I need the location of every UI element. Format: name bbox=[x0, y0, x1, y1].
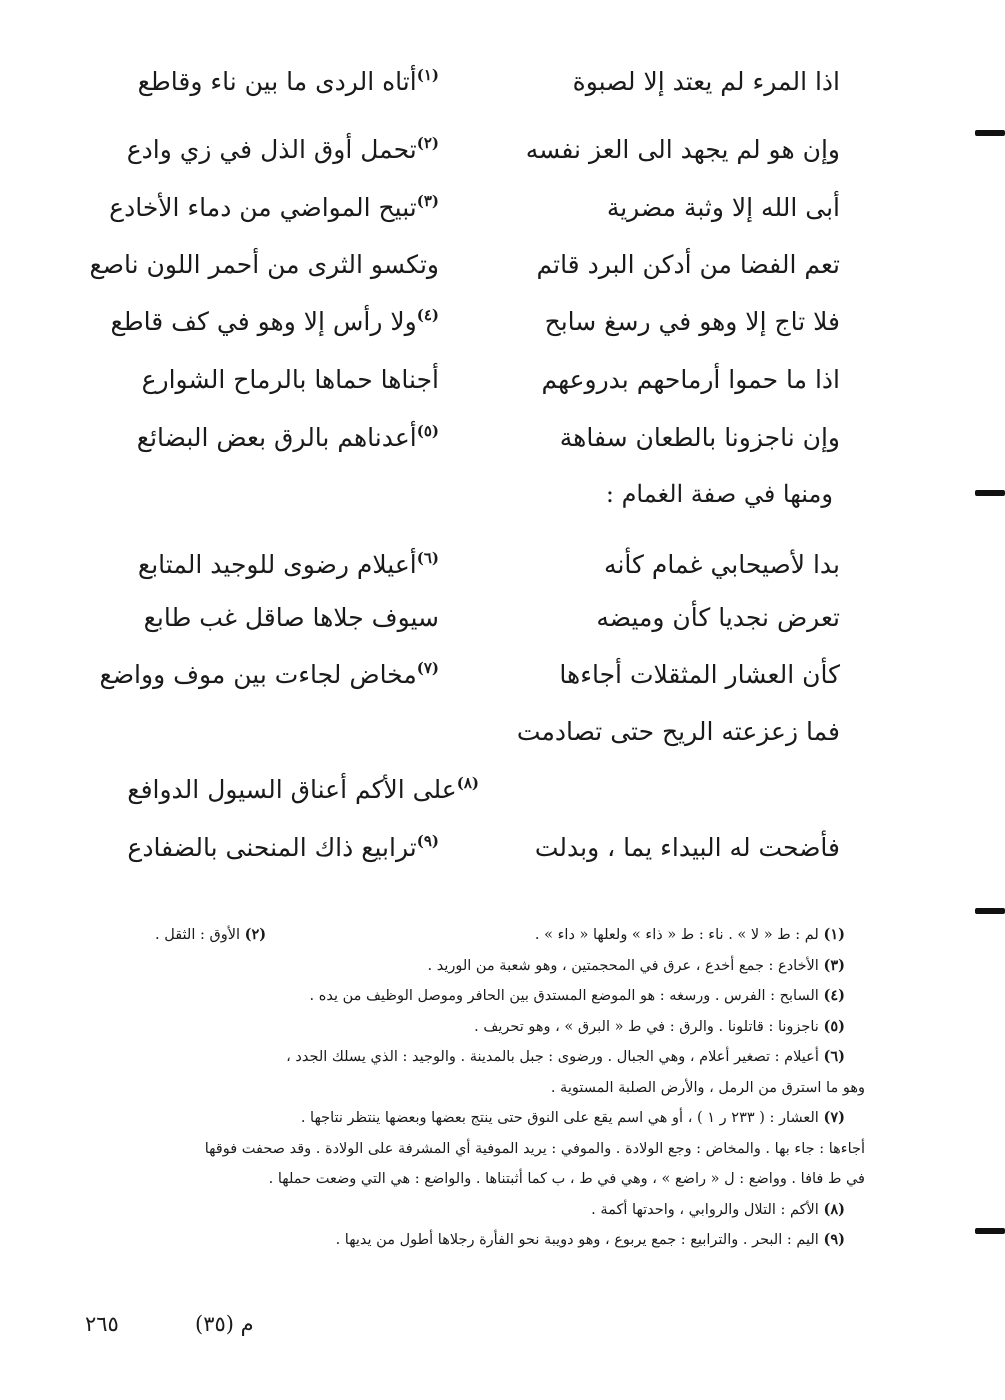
section-heading: ومنها في صفة الغمام : bbox=[605, 480, 833, 508]
verse-text: ولا رأس إلا وهو في كف قاطع bbox=[110, 307, 417, 336]
footnote-number: (٢) bbox=[244, 926, 267, 943]
verse-note-ref: (٩) bbox=[416, 832, 439, 850]
footnote-9 bbox=[155, 1225, 845, 1256]
footnote-number: (٤) bbox=[823, 987, 845, 1004]
footnote-7 bbox=[155, 1103, 845, 1134]
footnote-text: الأوق : الثقل . bbox=[155, 927, 241, 943]
footnote-2-inline bbox=[155, 920, 266, 951]
verse-note-ref: (٥) bbox=[416, 422, 439, 440]
verse-text: أعيلام رضوى للوجيد المتابع bbox=[137, 550, 417, 579]
footnote-number: (٥) bbox=[823, 1017, 845, 1035]
verse-8-second-hemistich bbox=[138, 545, 445, 588]
footnote-number: (٦) bbox=[823, 1048, 845, 1065]
verse-text: ترابيع ذاك المنحنى بالضفادع bbox=[127, 833, 417, 862]
verse-text: أعدناهم بالرق بعض البضائع bbox=[136, 423, 417, 452]
verse-11-first-hemistich: فما زعزعته الريح حتى تصادمت bbox=[516, 717, 840, 746]
verse-6-second-hemistich bbox=[142, 360, 445, 403]
footnote-text: ناجزونا : قاتلونا . والرق : في ط « البرق » ، وهو تحريف . bbox=[474, 1018, 819, 1035]
footnote-4 bbox=[155, 981, 845, 1012]
footnote-1 bbox=[155, 920, 845, 951]
verse-11-second-hemistich bbox=[127, 770, 485, 813]
verse-4-second-hemistich bbox=[89, 245, 445, 288]
verse-text: أجناها حماها بالرماح الشوارع bbox=[141, 365, 439, 394]
verse-1-second-hemistich bbox=[138, 62, 445, 105]
verse-text: مخاض لجاءت بين موف وواضع bbox=[99, 660, 417, 689]
scan-edge-mark bbox=[975, 1228, 1005, 1234]
footnote-6-continued: وهو ما استرق من الرمل ، والأرض الصلبة المستوية . bbox=[550, 1079, 865, 1096]
verse-2-second-hemistich bbox=[127, 130, 445, 173]
verse-2-first-hemistich: وإن هو لم يجهد الى العز نفسه bbox=[525, 135, 840, 164]
verse-note-ref: (٢) bbox=[416, 134, 439, 152]
scan-edge-mark bbox=[975, 908, 1005, 914]
verse-note-ref: (٣) bbox=[416, 192, 439, 210]
verse-text: سيوف جلاها صاقل غب طابع bbox=[143, 603, 439, 632]
footnote-6 bbox=[155, 1042, 845, 1073]
verse-3-first-hemistich: أبى الله إلا وثبة مضرية bbox=[606, 193, 840, 222]
footnote-text: الأكم : التلال والروابي ، واحدتها أكمة . bbox=[591, 1201, 819, 1218]
verse-text: على الأكم أعناق السيول الدوافع bbox=[127, 775, 457, 804]
footnote-number: (١) bbox=[823, 926, 845, 943]
verse-12-first-hemistich: فأضحت له البيداء يما ، وبدلت bbox=[534, 833, 840, 862]
footnote-number: (٣) bbox=[823, 956, 845, 974]
footnote-number: (٨) bbox=[823, 1200, 845, 1218]
footnote-number: (٧) bbox=[823, 1109, 845, 1126]
verse-4-first-hemistich: تعم الفضا من أدكن البرد قاتم bbox=[536, 250, 840, 279]
footnote-text: الأخادع : جمع أخدع ، عرق في المحجمتين ، وهو شعبة من الوريد . bbox=[427, 957, 819, 974]
footnote-text: أعيلام : تصغير أعلام ، وهي الجبال . ورضوى : جبل بالمدينة . والوجيد : الذي يسلك الجدد ، bbox=[286, 1049, 819, 1065]
verse-7-second-hemistich bbox=[137, 418, 445, 461]
verse-10-second-hemistich bbox=[100, 655, 445, 698]
verse-note-ref: (٧) bbox=[416, 659, 439, 677]
footnote-8 bbox=[155, 1195, 845, 1226]
verse-note-ref: (١) bbox=[416, 66, 439, 84]
verse-12-second-hemistich bbox=[127, 828, 445, 871]
page-number: ٢٦٥ bbox=[85, 1312, 119, 1336]
verse-text: أتاه الردى ما بين ناء وقاطع bbox=[137, 67, 417, 96]
verse-7-first-hemistich: وإن ناجزونا بالطعان سفاهة bbox=[559, 423, 840, 452]
verse-text: وتكسو الثرى من أحمر اللون ناصع bbox=[89, 250, 439, 279]
verse-10-first-hemistich: كأن العشار المثقلات أجاءها bbox=[559, 660, 840, 689]
scan-edge-mark bbox=[975, 490, 1005, 496]
footnote-5 bbox=[155, 1012, 845, 1043]
verse-note-ref: (٦) bbox=[416, 549, 439, 567]
verse-6-first-hemistich: اذا ما حموا أرماحهم بدروعهم bbox=[541, 365, 840, 394]
footnote-3 bbox=[155, 951, 845, 982]
verse-9-second-hemistich bbox=[144, 598, 445, 641]
verse-text: تبيح المواضي من دماء الأخادع bbox=[109, 193, 417, 222]
verse-9-first-hemistich: تعرض نجديا كأن وميضه bbox=[596, 603, 840, 632]
verse-note-ref: (٤) bbox=[416, 306, 439, 324]
verse-8-first-hemistich: بدا لأصيحابي غمام كأنه bbox=[604, 550, 840, 579]
verse-5-first-hemistich: فلا تاج إلا وهو في رسغ سابح bbox=[544, 307, 840, 336]
verse-5-second-hemistich bbox=[110, 302, 445, 345]
footnote-7-continued-2: في ط فافا . وواضع : ل « راضع » ، وهي في ط ، ب كما أثبتناها . والواضع : هي التي وضعت حملها . bbox=[268, 1171, 865, 1187]
footnote-number: (٩) bbox=[823, 1231, 845, 1248]
verse-note-ref: (٨) bbox=[456, 774, 479, 792]
footnote-7-continued: أجاءها : جاء بها . والمخاض : وجع الولادة . والموفي : يريد الموفية أي المشرفة على الولادة . وقد صحفت فوقها bbox=[204, 1140, 865, 1157]
footnote-text: السابح : الفرس . ورسغه : هو الموضع المستدق بين الحافر وموصل الوظيف من يده . bbox=[309, 988, 819, 1004]
signature-mark: م (٣٥) bbox=[195, 1312, 254, 1336]
footnotes bbox=[155, 920, 865, 1256]
verse-text: تحمل أوق الذل في زي وادع bbox=[126, 135, 417, 164]
footnote-text: لم : ط « لا » . ناء : ط « ذاء » ولعلها « داء » . bbox=[534, 927, 819, 943]
footnote-text: العشار : ( ٢٣٣ ر ١ ) ، أو هي اسم يقع على النوق حتى ينتج بعضها وبعضها ينتظر نتاجها . bbox=[300, 1110, 819, 1126]
scan-edge-mark bbox=[975, 130, 1005, 136]
verse-1-first-hemistich: اذا المرء لم يعتد إلا لصبوة bbox=[572, 67, 840, 96]
footnote-text: اليم : البحر . والترابيع : جمع يربوع ، وهو دويبة نحو الفأرة رجلاها أطول من يديها . bbox=[335, 1232, 819, 1248]
verse-3-second-hemistich bbox=[109, 188, 445, 231]
